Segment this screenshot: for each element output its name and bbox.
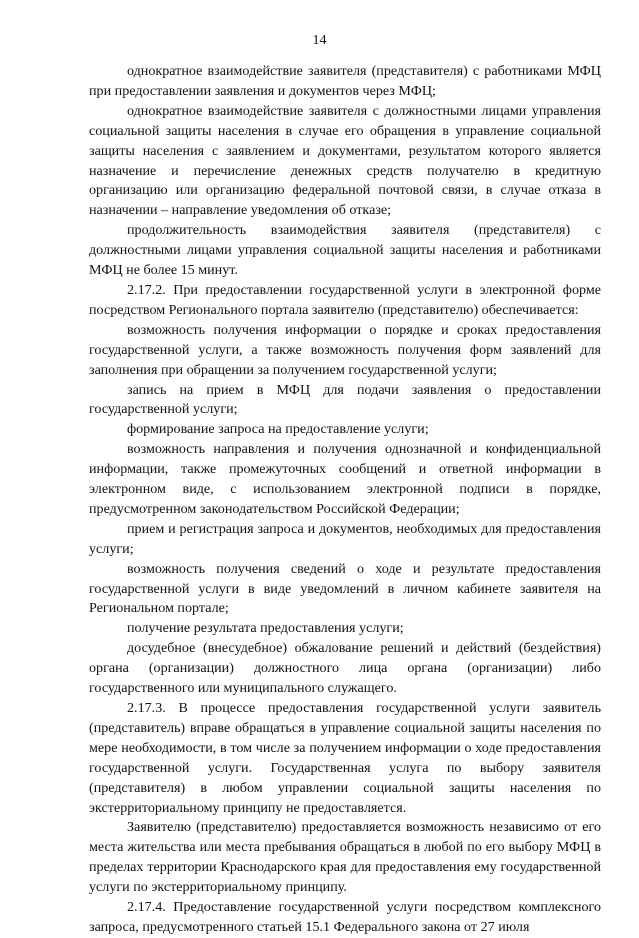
paragraph: Заявителю (представителю) предоставляется возможность независимо от его места жительства или места пребывания обращаться в любой по его выбору МФЦ в пределах территории Краснодарского края для предоставления ему государственной услуги по экстерриториальному принципу. xyxy=(89,819,601,896)
paragraph: 2.17.4. Предоставление государственной услуги посредством комплексного запроса, предусмотренного статьей 15.1 Федерального закона от 27 июля xyxy=(89,899,601,935)
paragraph: досудебное (внесудебное) обжалование решений и действий (бездействия) органа (организации) должностного лица органа (организации) либо государственного или муниципального служащего. xyxy=(89,640,601,697)
paragraph: возможность получения сведений о ходе и результате предоставления государственной услуги в виде уведомлений в личном кабинете заявителя на Региональном портале; xyxy=(89,560,601,617)
paragraph: 2.17.2. При предоставлении государственной услуги в электронной форме посредством Регионального портала заявителю (представителю) обеспечивается: xyxy=(89,281,601,318)
document-body xyxy=(89,62,601,938)
paragraph: прием и регистрация запроса и документов, необходимых для предоставления услуги; xyxy=(89,520,601,557)
paragraph: однократное взаимодействие заявителя (представителя) с работниками МФЦ при предоставлении заявления и документов через МФЦ; xyxy=(89,63,601,99)
paragraph: однократное взаимодействие заявителя с должностными лицами управления социальной защиты населения в случае его обращения в управление социальной защиты населения с заявлением и документами, результатом которого является назначение и перечисление денежных средств получателю в кредитную организацию или организацию федеральной почтовой связи, в случае отказа в назначении – направление уведомления об отказе; xyxy=(89,102,601,219)
paragraph: формирование запроса на предоставление услуги; xyxy=(127,421,429,438)
paragraph: 2.17.3. В процессе предоставления государственной услуги заявитель (представитель) вправе обращаться в управление социальной защиты населения по мере необходимости, в том числе за получением информации о ходе предоставления государственной услуги. Государственная услуга по выбору заявителя (представителя) в любом управлении социальной защиты населения по экстерриториальному принципу не предоставляется. xyxy=(89,700,601,816)
paragraph: получение результата предоставления услуги; xyxy=(127,620,404,637)
paragraph: запись на прием в МФЦ для подачи заявления о предоставлении государственной услуги; xyxy=(89,381,601,418)
paragraph: возможность направления и получения однозначной и конфиденциальной информации, также промежуточных сообщений и ответной информации в электронном виде, с использованием электронной подписи в порядке, предусмотренном законодательством Российской Федерации; xyxy=(89,441,601,517)
paragraph: возможность получения информации о порядке и сроках предоставления государственной услуги, а также возможность получения форм заявлений для заполнения при обращении за получением государственной услуги; xyxy=(89,321,601,378)
page-number: 14 xyxy=(312,33,327,48)
paragraph: продолжительность взаимодействия заявителя (представителя) с должностными лицами управления социальной защиты населения и работниками МФЦ не более 15 минут. xyxy=(89,222,601,279)
